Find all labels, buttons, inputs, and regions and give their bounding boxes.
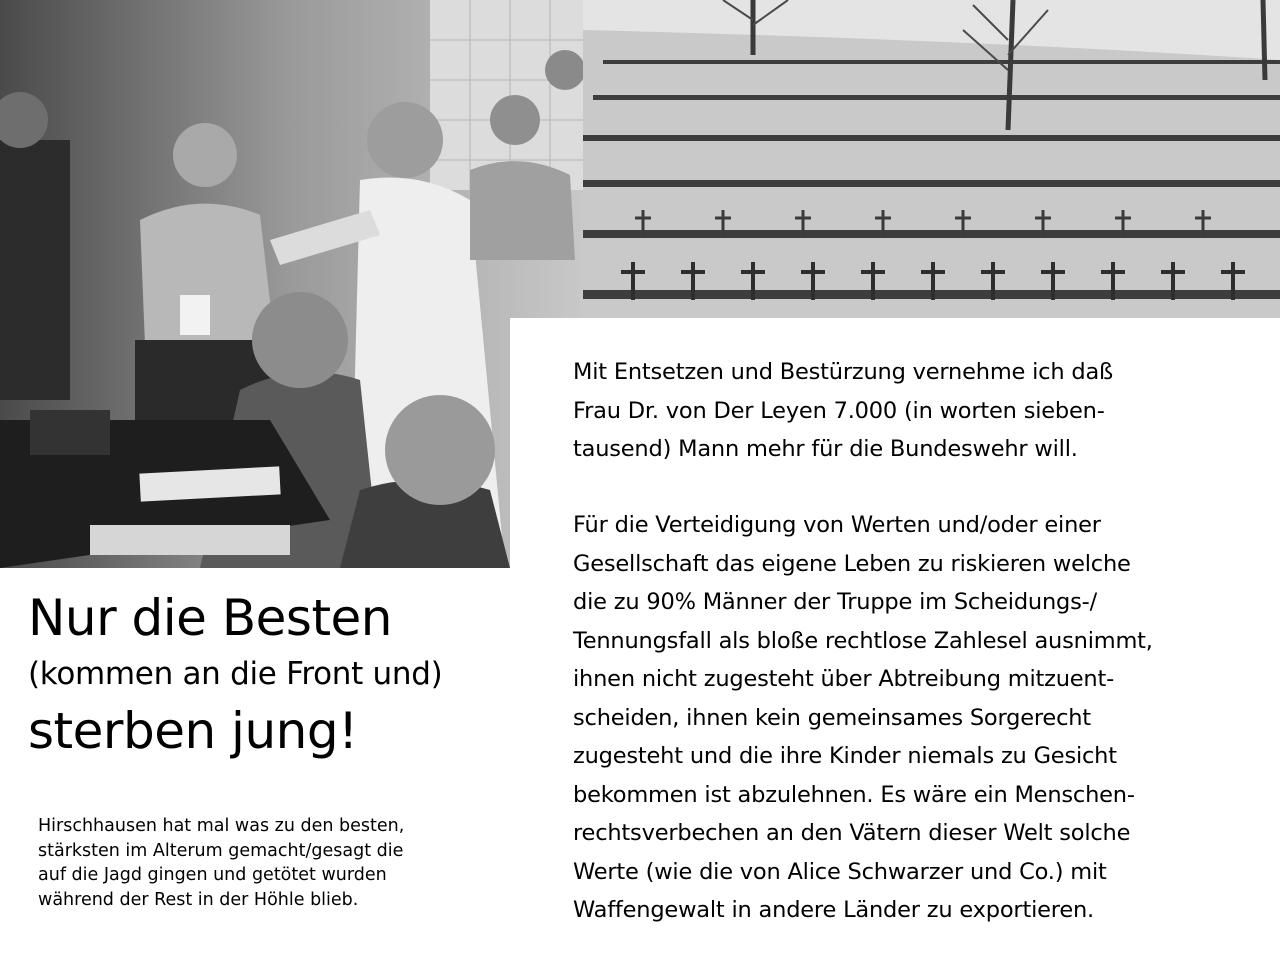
cemetery-photo-drawing: [583, 0, 1280, 318]
headline-line-1: Nur die Besten: [28, 589, 392, 647]
body-line: Werte (wie die von Alice Schwarzer und Co.) mit: [573, 858, 1107, 885]
body-line: ihnen nicht zugesteht über Abtreibung mitzuent-: [573, 666, 1115, 692]
recruits-examination-photo: [0, 0, 583, 568]
recruits-photo-drawing: [0, 0, 583, 568]
caption-line: stärksten im Alterum gemacht/gesagt die: [38, 840, 404, 861]
caption-line: Hirschhausen hat mal was zu den besten,: [38, 816, 405, 836]
body-line: die zu 90% Männer der Truppe im Scheidungs-/: [573, 589, 1097, 615]
caption-line: während der Rest in der Höhle blieb.: [38, 889, 359, 910]
body-text-panel: [510, 318, 1280, 960]
body-line: rechtsverbechen an den Vätern dieser Welt solche: [573, 820, 1131, 846]
caption-text: [38, 814, 478, 912]
body-paragraph-2: [573, 506, 1263, 930]
body-paragraph-1: [573, 353, 1263, 469]
body-line: Frau Dr. von Der Leyen 7.000 (in worten sieben-: [573, 397, 1105, 424]
body-line: Mit Entsetzen und Bestürzung vernehme ich daß: [573, 359, 1114, 385]
headline-line-3: sterben jung!: [28, 702, 358, 760]
body-line: bekommen ist abzulehnen. Es wäre ein Menschen-: [573, 781, 1135, 808]
body-line: zugesteht und die ihre Kinder niemals zu Gesicht: [573, 743, 1117, 769]
body-line: scheiden, ihnen kein gemeinsames Sorgerecht: [573, 704, 1091, 731]
body-line: Tennungsfall als bloße rechtlose Zahlesel ausnimmt,: [573, 627, 1153, 654]
body-line: tausend) Mann mehr für die Bundeswehr will.: [573, 436, 1078, 462]
body-line: Für die Verteidigung von Werten und/oder einer: [573, 512, 1101, 538]
body-line: Waffengewalt in andere Länder zu exportieren.: [573, 897, 1094, 923]
headline: [28, 588, 508, 762]
headline-line-2: (kommen an die Front und): [28, 656, 443, 692]
body-line: Gesellschaft das eigene Leben zu riskieren welche: [573, 550, 1131, 577]
caption-line: auf die Jagd gingen und getötet wurden: [38, 865, 387, 885]
military-cemetery-photo: [583, 0, 1280, 318]
